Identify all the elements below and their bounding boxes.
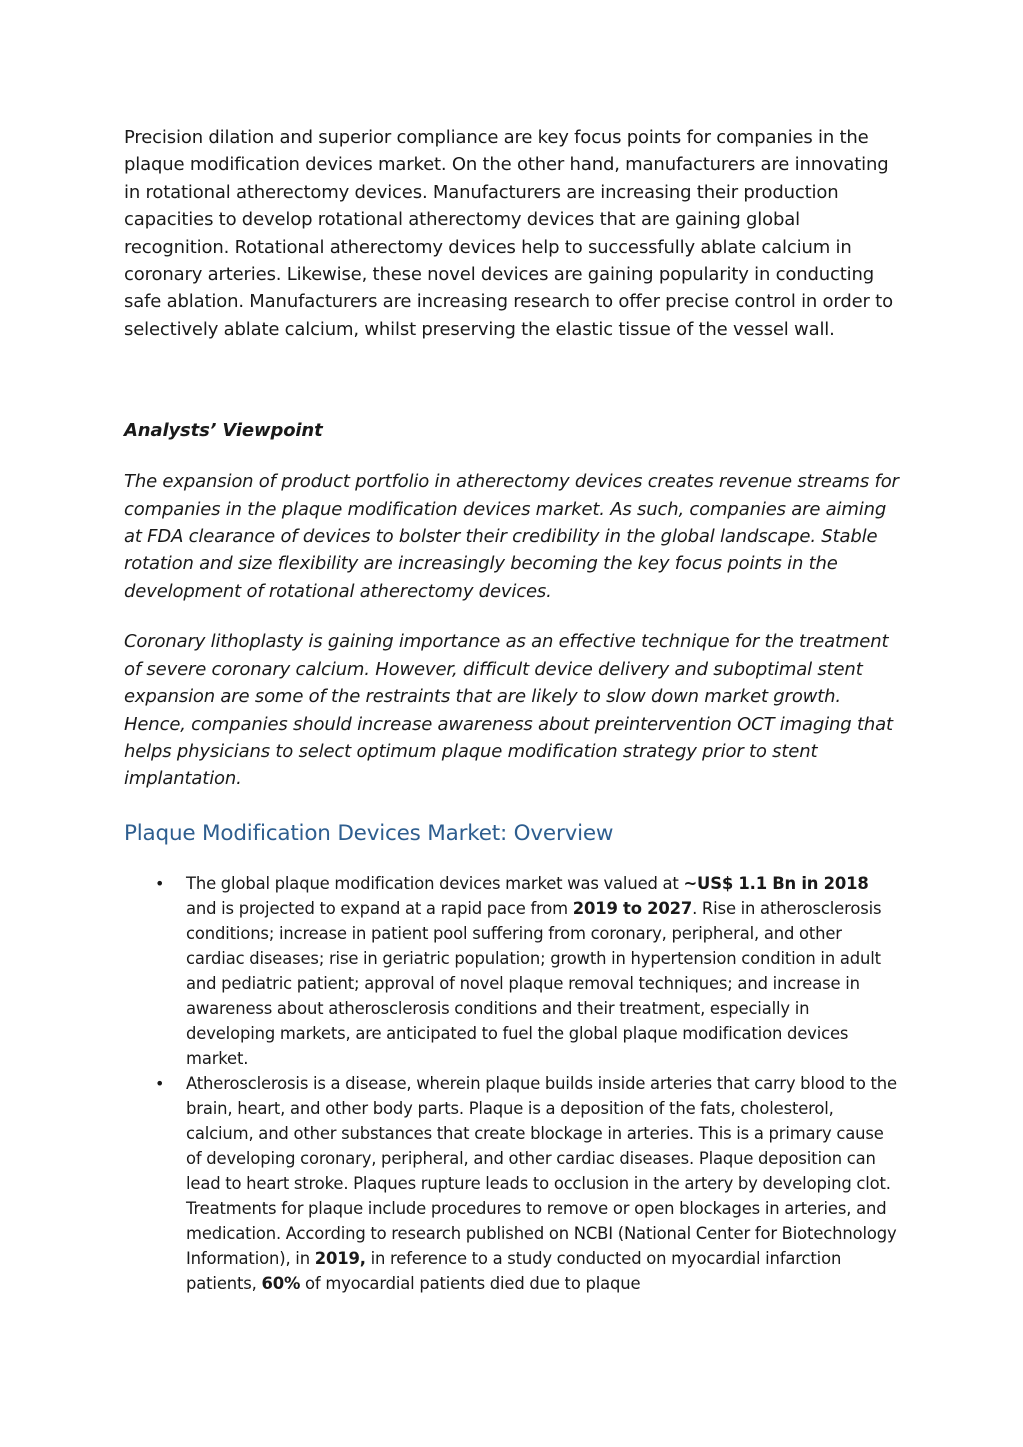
bullet2-text-1: Atherosclerosis is a disease, wherein plaque builds inside arteries that carry blood to the brain, heart, and other body parts. Plaque is a deposition of the fats, cholesterol, calcium, and other substances that create blockage in arteries. This is a primary cause of developing coronary, peripheral, and other cardiac diseases. Plaque deposition can lead to heart stroke. Plaques rupture leads to occlusion in the artery by developing clot. Treatments for plaque include procedures to remove or open blockages in arteries, and medication. According to research published on NCBI (National Center for Biotechnology Information), in xyxy=(186,1073,897,1268)
bullet2-text-2: in reference to a study conducted on myocardial infarction patients, xyxy=(186,1248,842,1293)
overview-heading: Plaque Modification Devices Market: Overview xyxy=(124,820,614,846)
bullet1-text-2: and is projected to expand at a rapid pace from xyxy=(186,898,573,918)
bullet-icon: • xyxy=(155,1073,165,1093)
bullet2-bold-2: 60% xyxy=(261,1273,301,1293)
analysts-viewpoint-heading: Analysts’ Viewpoint xyxy=(124,420,323,442)
list-item xyxy=(124,1071,899,1296)
analysts-paragraph-2: Coronary lithoplasty is gaining importance as an effective technique for the treatment of severe coronary calcium. However, difficult device delivery and suboptimal stent expansion are some of the restraints that are likely to slow down market growth. Hence, companies should increase awareness about preintervention OCT imaging that helps physicians to select optimum plaque modification strategy prior to stent implantation. xyxy=(124,631,893,790)
list-item xyxy=(124,871,899,1071)
bullet1-bold-1: ~US$ 1.1 Bn in 2018 xyxy=(683,873,869,893)
bullet1-bold-2: 2019 to 2027 xyxy=(572,898,693,918)
bullet1-text-3: . Rise in atherosclerosis conditions; increase in patient pool suffering from coronary, peripheral, and other cardiac diseases; rise in geriatric population; growth in hypertension condition in adult and pediatric patient; approval of novel plaque removal techniques; and increase in awareness about atherosclerosis conditions and their treatment, especially in developing markets, are anticipated to fuel the global plaque modification devices market. xyxy=(186,898,882,1068)
overview-bullet-list xyxy=(124,871,899,1296)
bullet-icon: • xyxy=(155,873,165,893)
bullet2-text-3: of myocardial patients died due to plaque xyxy=(300,1273,641,1293)
bullet1-text-1: The global plaque modification devices market was valued at xyxy=(186,873,684,893)
intro-paragraph: Precision dilation and superior compliance are key focus points for companies in the plaque modification devices market. On the other hand, manufacturers are innovating in rotational atherectomy devices. Manufacturers are increasing their production capacities to develop rotational atherectomy devices that are gaining global recognition. Rotational atherectomy devices help to successfully ablate calcium in coronary arteries. Likewise, these novel devices are gaining popularity in conducting safe ablation. Manufacturers are increasing research to offer precise control in order to selectively ablate calcium, whilst preserving the elastic tissue of the vessel wall. xyxy=(124,127,893,340)
document-page xyxy=(124,124,899,1296)
analysts-paragraph-1: The expansion of product portfolio in atherectomy devices creates revenue streams for companies in the plaque modification devices market. As such, companies are aiming at FDA clearance of devices to bolster their credibility in the global landscape. Stable rotation and size flexibility are increasingly becoming the key focus points in the development of rotational atherectomy devices. xyxy=(124,471,899,602)
bullet2-bold-1: 2019, xyxy=(314,1248,366,1268)
